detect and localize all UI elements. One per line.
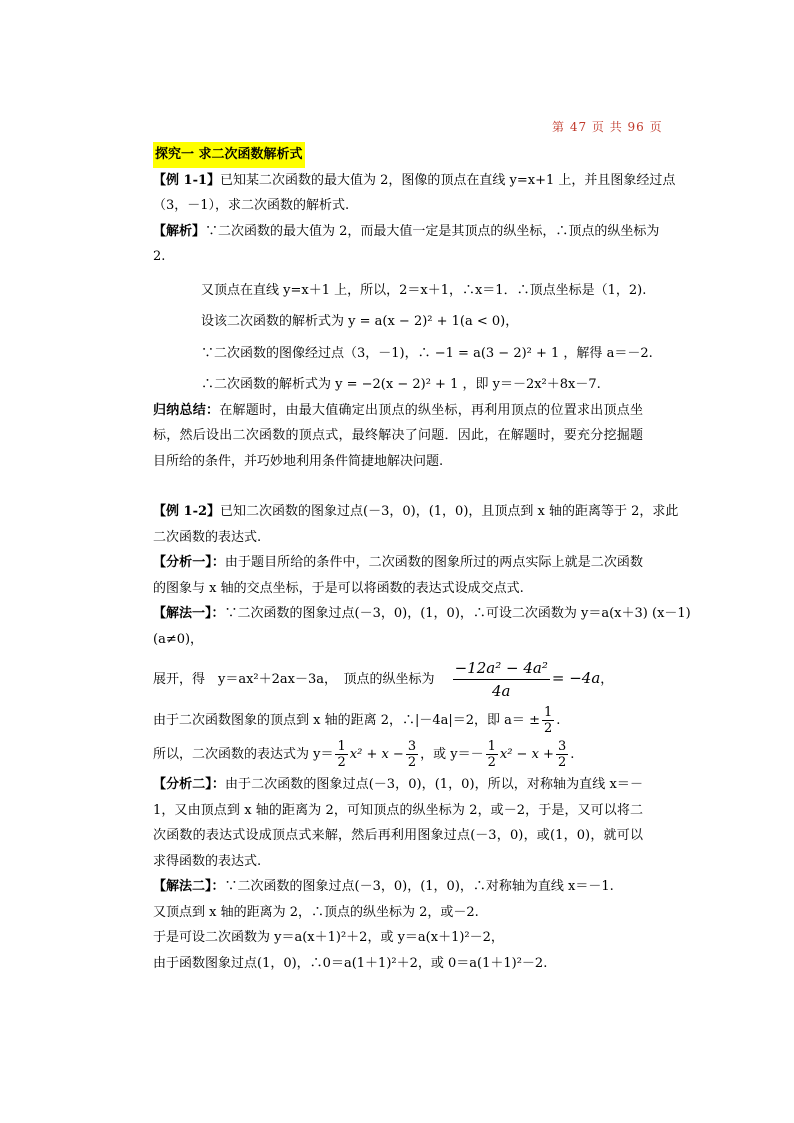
example-2-question: 【例 1-2】已知二次函数的图象过点(－3，0)，(1，0)，且顶点到 x 轴的距离等于 2，求此 — [153, 504, 679, 519]
method-1-expand: 展开，得 y＝ax²＋2ax－3a， 顶点的纵坐标为 $\frac{\text{−12a² − 4a²}}{4a}$ = −4a， — [153, 659, 614, 700]
section-title: 探究一 求二次函数解析式 — [153, 142, 305, 168]
solution-line: 又顶点在直线 y=x＋1 上，所以，2＝x＋1，∴x＝1．∴顶点坐标是（1，2). — [201, 282, 647, 298]
document-body — [153, 142, 691, 976]
example-1-question-cont: （3，－1），求二次函数的解析式. — [153, 198, 350, 213]
half-fraction: $\frac{1}{2}$ — [543, 705, 553, 736]
solution-line: ∵二次函数的图像经过点（3，－1)，∴ −1 = a(3 − 2)² + 1 ，解得 a＝－2. — [201, 345, 653, 361]
method-1-result: 所以，二次函数的表达式为 y＝ $\frac{1}{2}$ x² + x − $\frac{3}{2}$ ，或 y＝－ $\frac{1}{2}$ x² − x + $\frac{3}{2}$ . — [153, 739, 575, 770]
analysis-2: 【分析二】：由于二次函数的图象过点(－3，0)，(1，0)，所以，对称轴为直线 x＝－1，又由顶点到 x 轴的距离为 2，可知顶点的纵坐标为 2，或－2，于是，又可以将二次函数的表达式设成顶点式来解，然后再利用图象过点(－3，0)，或(1，0)，就可以求得函数的表达式. — [153, 777, 643, 869]
method-2: 【解法二】：∵二次函数的图象过点(－3，0)，(1，0)，∴对称轴为直线 x＝－1. — [153, 879, 614, 894]
page-number: 第 47 页 共 96 页 — [552, 120, 663, 134]
example-1-question: 【例 1-1】已知某二次函数的最大值为 2，图像的顶点在直线 y=x+1 上，并且图象经过点 — [153, 172, 676, 188]
method-1-distance: 由于二次函数图象的顶点到 x 轴的距离 2，∴|－4a|＝2，即 a＝ ± $\frac{1}{2}$ . — [153, 705, 561, 736]
solution-line: ∴二次函数的解析式为 y = −2(x − 2)² + 1 ，即 y＝－2x²＋8x－7. — [201, 377, 601, 392]
method-2-line: 由于函数图象过点(1，0)，∴0＝a(1＋1)²＋2，或 0＝a(1＋1)²－2. — [153, 955, 548, 971]
method-2-line: 于是可设二次函数为 y＝a(x＋1)²＋2，或 y＝a(x＋1)²－2， — [153, 930, 504, 945]
example-2-question-cont: 二次函数的表达式. — [153, 529, 262, 545]
solution-line: 设该二次函数的解析式为 y = a(x − 2)² + 1(a < 0)， — [201, 314, 519, 329]
solution-line: 2. — [153, 249, 166, 264]
method-1-cont: (a≠0)， — [153, 631, 204, 647]
example-1-solution: 【解析】∵二次函数的最大值为 2，而最大值一定是其顶点的纵坐标，∴顶点的纵坐标为 — [153, 223, 660, 239]
vertex-fraction: $\frac{\text{−12a² − 4a²}}{4a}$ — [454, 659, 548, 700]
summary: 归纳总结：在解题时，由最大值确定出顶点的纵坐标，再利用顶点的位置求出顶点坐标，然后设出二次函数的顶点式，最终解决了问题．因此，在解题时，要充分挖掘题目所给的条件，并巧妙地利用条件简捷地解决问题. — [153, 402, 643, 469]
analysis-1: 【分析一】：由于题目所给的条件中，二次函数的图象所过的两点实际上就是二次函数的图象与 x 轴的交点坐标，于是可以将函数的表达式设成交点式. — [153, 555, 643, 596]
method-1: 【解法一】：∵二次函数的图象过点(－3，0)，(1，0)，∴可设二次函数为 y＝a(x＋3) (x－1) — [153, 606, 691, 621]
method-2-line: 又顶点到 x 轴的距离为 2，∴顶点的纵坐标为 2，或－2. — [153, 904, 479, 920]
